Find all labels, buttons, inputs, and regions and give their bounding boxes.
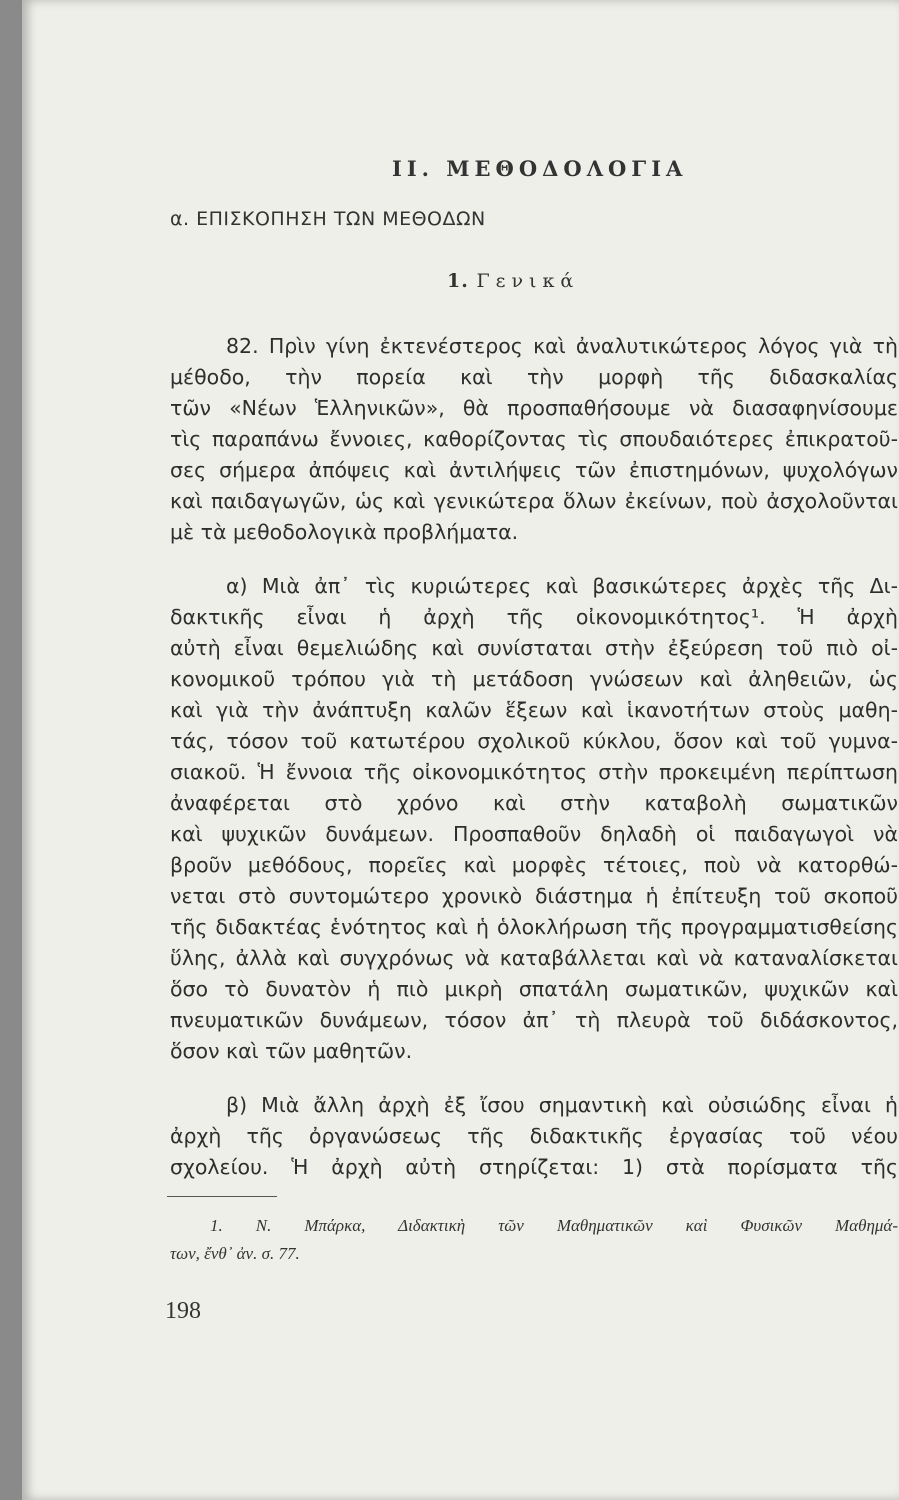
section-title: α. ΕΠΙΣΚΟΠΗΣΗ ΤΩΝ ΜΕΘΟΔΩΝ: [170, 208, 486, 230]
body-line: νεται στὸ συντομώτερο χρονικὸ διάστημα ἡ ἐπίτευξη τοῦ σκοποῦ: [170, 884, 898, 908]
body-line: καὶ παιδαγωγῶν, ὡς καὶ γενικώτερα ὅλων ἐκείνων, ποὺ ἀσχολοῦνται: [170, 489, 898, 513]
body-line: ἀρχὴ τῆς ὀργανώσεως τῆς διδακτικῆς ἐργασίας τοῦ νέου: [170, 1124, 898, 1148]
book-page: [22, 0, 899, 1500]
footnote-line-1: 1. Ν. Μπάρκα, Διδακτικὴ τῶν Μαθηματικῶν καὶ Φυσικῶν Μαθημά-: [210, 1216, 898, 1235]
body-line: τάς, τόσον τοῦ κατωτέρου σχολικοῦ κύκλου, ὅσον καὶ τοῦ γυμνα-: [170, 729, 898, 753]
body-line: ἀναφέρεται στὸ χρόνο καὶ στὴν καταβολὴ σωματικῶν: [170, 791, 898, 815]
chapter-title: II. ΜΕΘΟΔΟΛΟΓΙΑ: [392, 156, 688, 181]
body-line: τὶς παραπάνω ἔννοιες, καθορίζοντας τὶς σπουδαιότερες ἐπικρατοῦ-: [170, 427, 898, 451]
subsection-number: 1.: [447, 270, 469, 292]
body-line: δακτικῆς εἶναι ἡ ἀρχὴ τῆς οἰκονομικότητος¹. Ἡ ἀρχὴ: [170, 605, 898, 629]
body-line: αὐτὴ εἶναι θεμελιώδης καὶ συνίσταται στὴν ἐξεύρεση τοῦ πιὸ οἰ-: [170, 636, 898, 660]
body-line: 82. Πρὶν γίνη ἐκτενέστερος καὶ ἀναλυτικώτερος λόγος γιὰ τὴ: [226, 334, 898, 358]
body-line: τῆς διδακτέας ἑνότητος καὶ ἡ ὁλοκλήρωση τῆς προγραμματισθείσης: [170, 915, 898, 939]
subsection-heading: [447, 270, 579, 292]
body-line: πνευματικῶν δυνάμεων, τόσον ἀπ᾽ τὴ πλευρὰ τοῦ διδάσκοντος,: [170, 1008, 898, 1032]
body-line: βροῦν μεθόδους, πορεῖες καὶ μορφὲς τέτοιες, ποὺ νὰ κατορθώ-: [170, 853, 898, 877]
body-line: τῶν «Νέων Ἑλληνικῶν», θὰ προσπαθήσουμε νὰ διασαφηνίσουμε: [170, 396, 898, 420]
footnote-rule: [167, 1196, 277, 1197]
body-line: σχολείου. Ἡ ἀρχὴ αὐτὴ στηρίζεται: 1) στὰ πορίσματα τῆς: [170, 1155, 898, 1179]
body-line: ὅσο τὸ δυνατὸν ἡ πιὸ μικρὴ σπατάλη σωματικῶν, ψυχικῶν καὶ: [170, 977, 898, 1001]
subsection-title: Γενικά: [476, 270, 580, 292]
page-number: 198: [165, 1298, 201, 1324]
body-line: καὶ γιὰ τὴν ἀνάπτυξη καλῶν ἕξεων καὶ ἱκανοτήτων στοὺς μαθη-: [170, 698, 898, 722]
body-line: ὅσον καὶ τῶν μαθητῶν.: [170, 1039, 413, 1063]
body-line: ὕλης, ἀλλὰ καὶ συγχρόνως νὰ καταβάλλεται καὶ νὰ καταναλίσκεται: [170, 946, 898, 970]
body-line: καὶ ψυχικῶν δυνάμεων. Προσπαθοῦν δηλαδὴ οἱ παιδαγωγοὶ νὰ: [170, 822, 898, 846]
body-line: α) Μιὰ ἀπ᾽ τὶς κυριώτερες καὶ βασικώτερες ἀρχὲς τῆς Δι-: [226, 574, 898, 598]
body-line: μὲ τὰ μεθοδολογικὰ προβλήματα.: [170, 520, 519, 544]
body-line: β) Μιὰ ἄλλη ἀρχὴ ἐξ ἴσου σημαντικὴ καὶ οὐσιώδης εἶναι ἡ: [226, 1093, 898, 1117]
footnote-line-2: των, ἔνθ᾽ ἀν. σ. 77.: [170, 1244, 300, 1263]
body-line: μέθοδο, τὴν πορεία καὶ τὴν μορφὴ τῆς διδασκαλίας: [170, 365, 898, 389]
body-line: σες σήμερα ἀπόψεις καὶ ἀντιλήψεις τῶν ἐπιστημόνων, ψυχολόγων: [170, 458, 898, 482]
body-line: κονομικοῦ τρόπου γιὰ τὴ μετάδοση γνώσεων καὶ ἀληθειῶν, ὡς: [170, 667, 898, 691]
body-line: σιακοῦ. Ἡ ἔννοια τῆς οἰκονομικότητος στὴν προκειμένη περίπτωση: [170, 760, 898, 784]
